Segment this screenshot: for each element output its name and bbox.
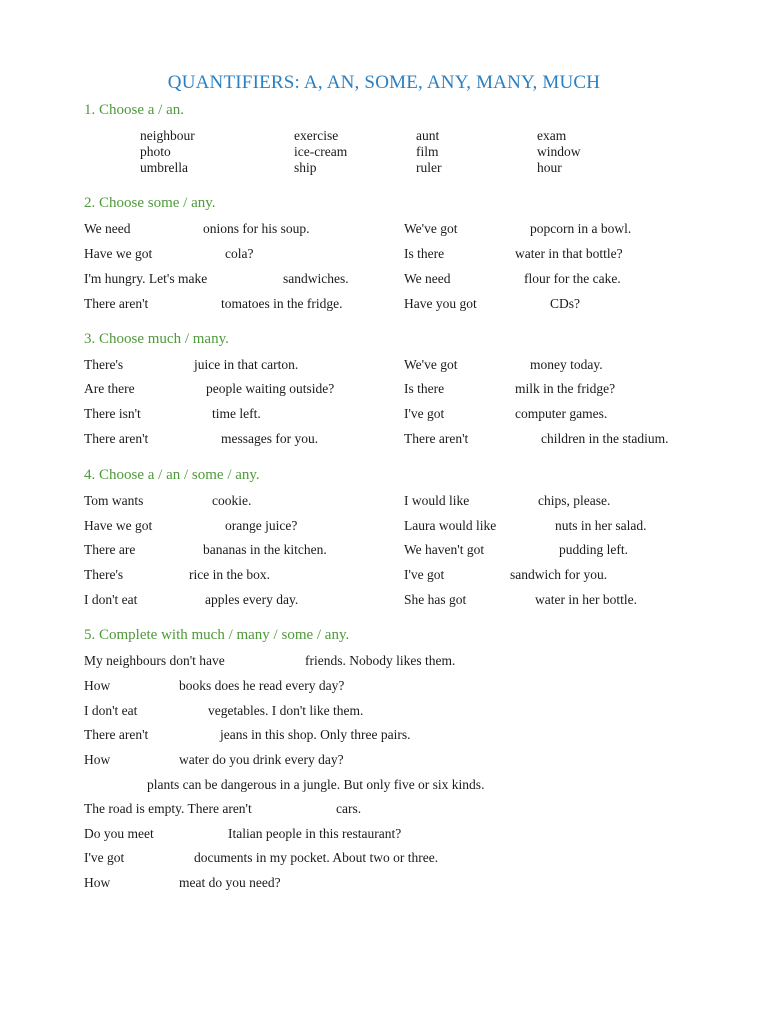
- sentence-start: How: [84, 752, 111, 767]
- sentence-end: money today.: [530, 357, 603, 372]
- sentence-start: There's: [84, 567, 124, 582]
- word: umbrella: [140, 160, 188, 175]
- sentence-start: There aren't: [84, 727, 149, 742]
- word: ruler: [416, 160, 442, 175]
- word: ship: [294, 160, 317, 175]
- sentence-start: I'm hungry. Let's make: [84, 271, 208, 286]
- sentence-start: There's: [84, 357, 124, 372]
- sentence-start: I've got: [404, 567, 445, 582]
- sentence-start: I don't eat: [84, 592, 138, 607]
- word: aunt: [416, 128, 440, 143]
- section-4-heading: 4. Choose a / an / some / any.: [84, 467, 260, 483]
- word: neighbour: [140, 128, 195, 143]
- word: exercise: [294, 128, 339, 143]
- sentence-start: There are: [84, 542, 136, 557]
- word: window: [537, 144, 581, 159]
- section-3-heading: 3. Choose much / many.: [84, 331, 229, 347]
- sentence-start: Have we got: [84, 246, 153, 261]
- sentence-start: Have you got: [404, 296, 477, 311]
- sentence-start: We've got: [404, 221, 458, 236]
- sentence-end: onions for his soup.: [203, 221, 310, 236]
- sentence-start: We need: [84, 221, 131, 236]
- sentence-end: meat do you need?: [179, 875, 281, 890]
- sentence-end: water in that bottle?: [515, 246, 623, 261]
- sentence-end: vegetables. I don't like them.: [208, 703, 364, 718]
- sentence-end: milk in the fridge?: [515, 381, 616, 396]
- sentence-end: people waiting outside?: [206, 381, 335, 396]
- sentence-end: friends. Nobody likes them.: [305, 653, 456, 668]
- sentence-end: chips, please.: [538, 493, 611, 508]
- word: hour: [537, 160, 562, 175]
- sentence-end: plants can be dangerous in a jungle. But only five or six kinds.: [147, 777, 485, 792]
- sentence-end: children in the stadium.: [541, 431, 669, 446]
- sentence-start: We've got: [404, 357, 458, 372]
- sentence-start: How: [84, 678, 111, 693]
- sentence-end: sandwich for you.: [510, 567, 608, 582]
- sentence-end: water do you drink every day?: [179, 752, 344, 767]
- sentence-start: My neighbours don't have: [84, 653, 225, 668]
- word: exam: [537, 128, 567, 143]
- sentence-start: I would like: [404, 493, 470, 508]
- sentence-end: popcorn in a bowl.: [530, 221, 632, 236]
- sentence-end: bananas in the kitchen.: [203, 542, 327, 557]
- word: photo: [140, 144, 171, 159]
- sentence-end: sandwiches.: [283, 271, 349, 286]
- sentence-start: There aren't: [84, 431, 149, 446]
- sentence-start: Is there: [404, 246, 445, 261]
- sentence-end: apples every day.: [205, 592, 299, 607]
- word: ice-cream: [294, 144, 348, 159]
- sentence-start: Have we got: [84, 518, 153, 533]
- sentence-start: Do you meet: [84, 826, 154, 841]
- sentence-end: cars.: [336, 801, 362, 816]
- section-2-heading: 2. Choose some / any.: [84, 195, 216, 211]
- section-5-heading: 5. Complete with much / many / some / any.: [84, 627, 350, 643]
- sentence-start: There aren't: [84, 296, 149, 311]
- word: film: [416, 144, 439, 159]
- sentence-start: We need: [404, 271, 451, 286]
- sentence-start: Laura would like: [404, 518, 497, 533]
- sentence-end: books does he read every day?: [179, 678, 345, 693]
- sentence-end: cola?: [225, 246, 254, 261]
- sentence-start: I've got: [404, 406, 445, 421]
- sentence-end: documents in my pocket. About two or three.: [194, 850, 439, 865]
- sentence-start: I don't eat: [84, 703, 138, 718]
- sentence-end: rice in the box.: [189, 567, 270, 582]
- sentence-start: Tom wants: [84, 493, 144, 508]
- sentence-end: time left.: [212, 406, 261, 421]
- section-1-heading: 1. Choose a / an.: [84, 102, 184, 118]
- sentence-end: messages for you.: [221, 431, 319, 446]
- sentence-start: She has got: [404, 592, 467, 607]
- sentence-start: I've got: [84, 850, 125, 865]
- sentence-start: There aren't: [404, 431, 469, 446]
- sentence-end: orange juice?: [225, 518, 298, 533]
- sentence-end: water in her bottle.: [535, 592, 637, 607]
- sentence-end: flour for the cake.: [524, 271, 621, 286]
- sentence-start: How: [84, 875, 111, 890]
- sentence-start: The road is empty. There aren't: [84, 801, 252, 816]
- sentence-end: computer games.: [515, 406, 608, 421]
- sentence-end: juice in that carton.: [194, 357, 299, 372]
- sentence-end: pudding left.: [559, 542, 628, 557]
- page-title: QUANTIFIERS: A, AN, SOME, ANY, MANY, MUCH: [167, 72, 601, 93]
- sentence-start: There isn't: [84, 406, 141, 421]
- sentence-start: We haven't got: [404, 542, 485, 557]
- sentence-start: Is there: [404, 381, 445, 396]
- sentence-end: jeans in this shop. Only three pairs.: [220, 727, 411, 742]
- sentence-end: nuts in her salad.: [555, 518, 647, 533]
- sentence-end: Italian people in this restaurant?: [228, 826, 402, 841]
- sentence-end: tomatoes in the fridge.: [221, 296, 343, 311]
- sentence-end: cookie.: [212, 493, 252, 508]
- sentence-start: Are there: [84, 381, 135, 396]
- sentence-end: CDs?: [550, 296, 580, 311]
